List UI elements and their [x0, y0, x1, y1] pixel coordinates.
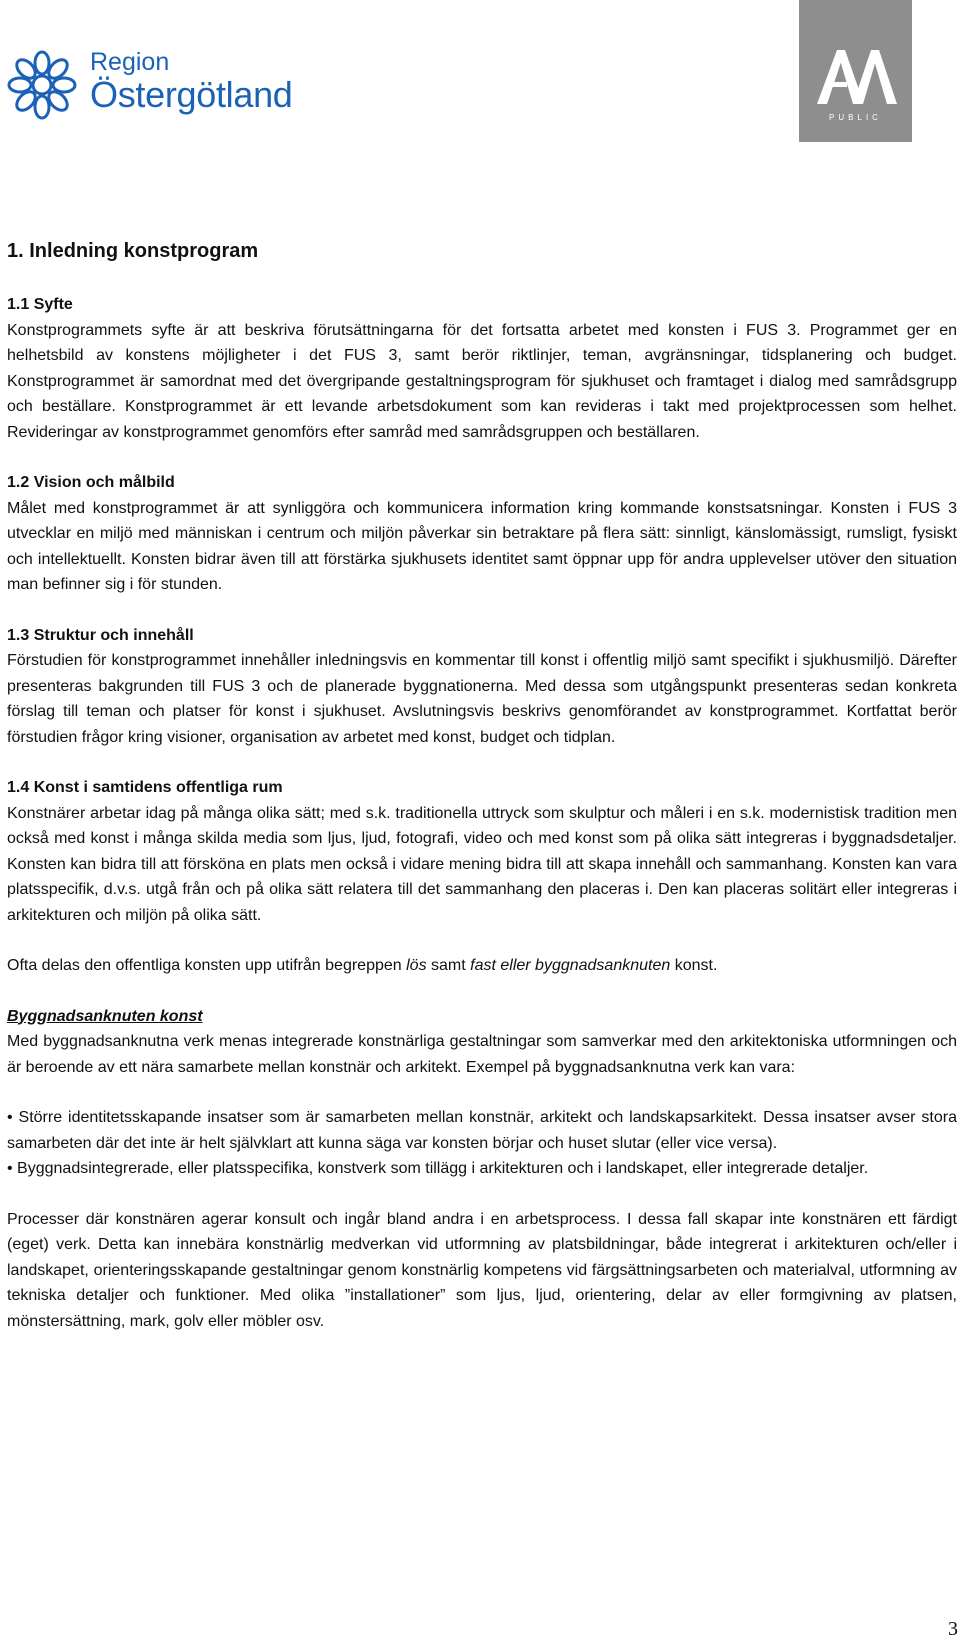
region-ostergotland-logo — [6, 46, 296, 130]
bullet-item-2: • Byggnadsintegrerade, eller platsspecifika, konstverk som tillägg i arkitekturen och i landskapet, eller integrerade detaljer. — [7, 1160, 869, 1177]
document-body — [7, 236, 957, 1334]
logo-text-region: Region — [90, 48, 170, 76]
document-title: 1. Inledning konstprogram — [7, 240, 259, 262]
paragraph-processer: Processer där konstnären agerar konsult och ingår bland andra i en arbetsprocess. I dessa fall skapar inte konstnären ett färdigt (eget) verk. Detta kan innebära konstnärlig medverkan vid utformning av platsbildningar, både integrerat i arkitekturen och/eller i landskapet, orienteringsskapande gestaltningar genom konstnärlig kompetens vid färgsättningsarbeten och materialval, utformning av tekniska detaljer och funktioner. Med olika ”installationer” som ljus, ljud, orientering, delar av eller formgivning av platsen, mönstersättning, mark, golv eller möbler osv. — [7, 1210, 957, 1330]
section-heading-syfte: 1.1 Syfte — [7, 296, 73, 313]
bullet-item-1: • Större identitetsskapande insatser som är samarbeten mellan konstnär, arkitekt och landskapsarkitekt. Dessa insatser avser stora samarbeten där det inte är helt självklart att kunna säga var konsten börjar och huset slutar (eller vice versa). — [7, 1109, 957, 1152]
white-monogram-icon — [813, 42, 899, 104]
section-paragraph-vision: Målet med konstprogrammet är att synliggöra och kommunicera information kring kommande konstsatsningar. Konsten i FUS 3 utvecklar en miljö med människan i centrum och miljön påverkar sin betraktare på flera sätt: sinnligt, känslomässigt, rumsligt, fysiskt och intellektuellt. Konsten bidrar även till att förstärka sjukhusets identitet samt öppnar upp för andra upplevelser utöver den situation man befinner sig i för stunden. — [7, 499, 957, 593]
section-paragraph-konst: Konstnärer arbetar idag på många olika sätt; med s.k. traditionella uttryck som skulptur och måleri i en s.k. modernistisk tradition men också med konst i många skilda media som ljus, ljud, fotografi, video och med konst som på olika sätt integreras i byggnadsdetaljer. Konsten kan bidra till att försköna en plats men också i vidare mening bidra till att skapa innehåll och sammanhang. Konsten kan vara platsspecifik, d.v.s. utgå från och på olika sätt relatera till det sammanhang den placeras i. Den kan placeras solitärt eller integreras i arkitekturen och miljön på olika sätt. — [7, 804, 957, 924]
paragraph-byggnadsanknuten: Med byggnadsanknutna verk menas integrerade konstnärliga gestaltningar som samverkar med den arkitektoniska utformningen och är beroende av ett nära samarbete mellan konstnär och arkitekt. Exempel på byggnadsanknutna verk kan vara: — [7, 1033, 957, 1076]
section-paragraph-struktur: Förstudien för konstprogrammet innehåller inledningsvis en kommentar till konst i offentlig miljö samt specifikt i sjukhusmiljö. Därefter presenteras bakgrunden till FUS 3 och de planerade byggnationerna. Med dessa som utgångspunkt presenteras sedan konkreta förslag till teman och platser för konst i sjukhuset. Avslutningsvis beskrivs genomförandet av konstprogrammet. Kortfattat berör förstudien frågor kring visioner, organisation av arbetet med konst, budget och tidplan. — [7, 652, 957, 746]
logo-text-ostergotland: Östergötland — [90, 74, 293, 115]
public-logo — [799, 0, 912, 142]
subheading-byggnadsanknuten: Byggnadsanknuten konst — [7, 1007, 203, 1025]
italic-term-fast: fast eller byggnadsanknuten — [470, 957, 671, 974]
section-heading-vision: 1.2 Vision och målbild — [7, 474, 175, 491]
section-paragraph-syfte: Konstprogrammets syfte är att beskriva förutsättningarna för det fortsatta arbetet med konsten i FUS 3. Programmet ger en helhetsbild av konstens möjligheter i det FUS 3, samt berör riktlinjer, teman, avgränsningar, tidsplanering och budget. Konstprogrammet är samordnat med det övergripande gestaltningsprogram för sjukhuset och framtaget i dialog med samrådsgrupp och beställare. Konstprogrammet är ett levande arbetsdokument som kan revideras i takt med projektprocessen som helhet. Revideringar av konstprogrammet genomförs efter samråd med samrådsgruppen och beställaren. — [7, 321, 957, 441]
text-run: konst. — [670, 957, 718, 974]
section-heading-struktur: 1.3 Struktur och innehåll — [7, 626, 194, 644]
public-logo-text: PUBLIC — [829, 113, 882, 122]
flower-emblem-icon — [6, 49, 78, 121]
text-run: Ofta delas den offentliga konsten upp utifrån begreppen — [7, 957, 407, 974]
text-run: samt — [426, 957, 471, 974]
section-heading-konst: 1.4 Konst i samtidens offentliga rum — [7, 779, 283, 796]
italic-term-los: lös — [406, 957, 427, 974]
section-paragraph-begrepp — [7, 953, 957, 979]
page-number: 3 — [948, 1618, 958, 1640]
